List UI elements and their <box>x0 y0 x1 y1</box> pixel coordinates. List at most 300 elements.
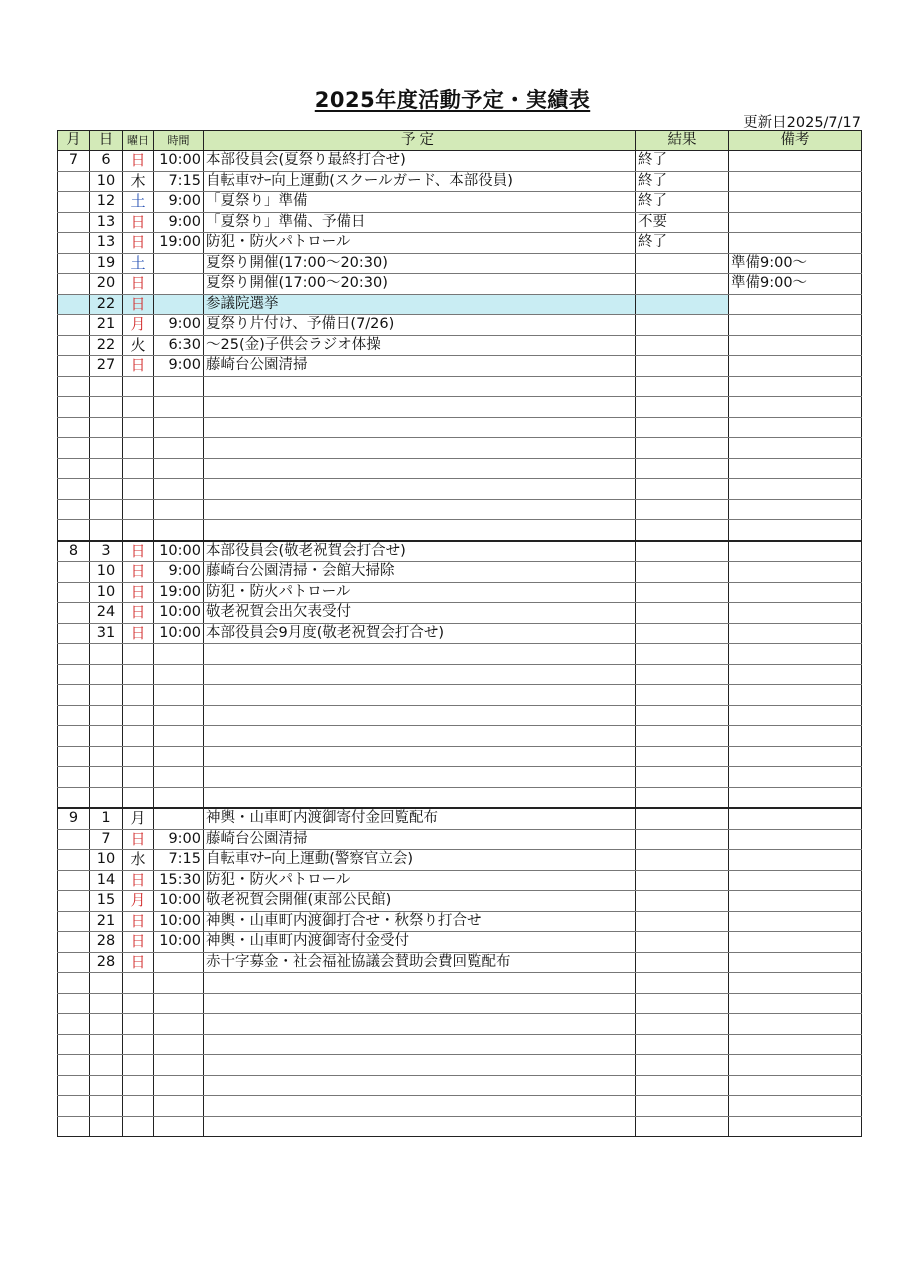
table-row <box>58 294 862 315</box>
plan-cell: 「夏祭り」準備、予備日 <box>204 212 636 233</box>
empty-cell <box>154 685 204 706</box>
empty-cell <box>636 787 729 808</box>
weekday-cell: 日 <box>123 623 154 644</box>
result-cell: 終了 <box>636 151 729 172</box>
empty-cell <box>154 499 204 520</box>
blank-row <box>58 1014 862 1035</box>
blank-row <box>58 376 862 397</box>
empty-cell <box>154 1075 204 1096</box>
time-cell: 7:15 <box>154 171 204 192</box>
empty-cell <box>58 787 90 808</box>
header-plan: 予定 <box>204 131 636 151</box>
table-row <box>58 253 862 274</box>
day-cell: 10 <box>90 850 123 871</box>
empty-cell <box>636 417 729 438</box>
empty-cell <box>90 1075 123 1096</box>
note-cell <box>729 829 862 850</box>
day-cell: 1 <box>90 808 123 829</box>
month-cell <box>58 294 90 315</box>
empty-cell <box>204 705 636 726</box>
plan-cell: 防犯・防火パトロール <box>204 582 636 603</box>
month-cell <box>58 911 90 932</box>
time-cell: 19:00 <box>154 233 204 254</box>
blank-row <box>58 1034 862 1055</box>
empty-cell <box>204 1014 636 1035</box>
empty-cell <box>729 479 862 500</box>
note-cell <box>729 356 862 377</box>
blank-row <box>58 973 862 994</box>
empty-cell <box>729 1096 862 1117</box>
empty-cell <box>636 993 729 1014</box>
empty-cell <box>90 973 123 994</box>
empty-cell <box>90 746 123 767</box>
empty-cell <box>123 1116 154 1137</box>
empty-cell <box>58 417 90 438</box>
empty-cell <box>123 376 154 397</box>
empty-cell <box>636 1096 729 1117</box>
blank-row <box>58 1116 862 1137</box>
table-row <box>58 233 862 254</box>
empty-cell <box>204 664 636 685</box>
table-row <box>58 212 862 233</box>
day-cell: 28 <box>90 952 123 973</box>
empty-cell <box>154 1034 204 1055</box>
empty-cell <box>729 993 862 1014</box>
result-cell <box>636 870 729 891</box>
time-cell: 10:00 <box>154 603 204 624</box>
empty-cell <box>204 767 636 788</box>
empty-cell <box>204 1034 636 1055</box>
empty-cell <box>90 644 123 665</box>
blank-row <box>58 726 862 747</box>
blank-row <box>58 746 862 767</box>
result-cell <box>636 891 729 912</box>
empty-cell <box>154 767 204 788</box>
empty-cell <box>90 767 123 788</box>
empty-cell <box>90 664 123 685</box>
empty-cell <box>154 1055 204 1076</box>
weekday-cell: 日 <box>123 582 154 603</box>
empty-cell <box>729 397 862 418</box>
month-cell <box>58 274 90 295</box>
empty-cell <box>636 397 729 418</box>
blank-row <box>58 787 862 808</box>
empty-cell <box>58 479 90 500</box>
empty-cell <box>154 520 204 541</box>
empty-cell <box>636 458 729 479</box>
time-cell <box>154 952 204 973</box>
header-weekday: 曜日 <box>123 131 154 151</box>
empty-cell <box>154 376 204 397</box>
plan-cell: 夏祭り開催(17:00～20:30) <box>204 274 636 295</box>
empty-cell <box>729 1116 862 1137</box>
empty-cell <box>204 787 636 808</box>
day-cell: 14 <box>90 870 123 891</box>
weekday-cell: 日 <box>123 541 154 562</box>
time-cell: 15:30 <box>154 870 204 891</box>
table-row <box>58 151 862 172</box>
day-cell: 13 <box>90 212 123 233</box>
note-cell <box>729 151 862 172</box>
day-cell: 22 <box>90 335 123 356</box>
table-header-row <box>58 131 862 151</box>
month-cell <box>58 829 90 850</box>
note-cell <box>729 541 862 562</box>
empty-cell <box>154 479 204 500</box>
table-row <box>58 952 862 973</box>
month-cell <box>58 603 90 624</box>
note-cell <box>729 808 862 829</box>
empty-cell <box>58 685 90 706</box>
empty-cell <box>729 644 862 665</box>
empty-cell <box>123 973 154 994</box>
weekday-cell: 日 <box>123 233 154 254</box>
day-cell: 19 <box>90 253 123 274</box>
plan-cell: 自転車ﾏﾅｰ向上運動(スクールガード、本部役員) <box>204 171 636 192</box>
weekday-cell: 火 <box>123 335 154 356</box>
empty-cell <box>58 376 90 397</box>
plan-cell: 神輿・山車町内渡御打合せ・秋祭り打合せ <box>204 911 636 932</box>
empty-cell <box>58 746 90 767</box>
day-cell: 27 <box>90 356 123 377</box>
empty-cell <box>123 767 154 788</box>
empty-cell <box>154 726 204 747</box>
note-cell <box>729 335 862 356</box>
empty-cell <box>729 458 862 479</box>
weekday-cell: 木 <box>123 171 154 192</box>
result-cell: 不要 <box>636 212 729 233</box>
empty-cell <box>204 644 636 665</box>
empty-cell <box>123 664 154 685</box>
note-cell <box>729 171 862 192</box>
time-cell: 19:00 <box>154 582 204 603</box>
time-cell <box>154 253 204 274</box>
result-cell <box>636 603 729 624</box>
result-cell <box>636 315 729 336</box>
empty-cell <box>123 1034 154 1055</box>
note-cell <box>729 952 862 973</box>
blank-row <box>58 397 862 418</box>
empty-cell <box>729 664 862 685</box>
empty-cell <box>204 499 636 520</box>
empty-cell <box>123 479 154 500</box>
weekday-cell: 日 <box>123 562 154 583</box>
empty-cell <box>90 993 123 1014</box>
blank-row <box>58 664 862 685</box>
weekday-cell: 日 <box>123 212 154 233</box>
empty-cell <box>154 1096 204 1117</box>
table-row <box>58 891 862 912</box>
blank-row <box>58 417 862 438</box>
empty-cell <box>204 376 636 397</box>
empty-cell <box>123 499 154 520</box>
table-row <box>58 829 862 850</box>
time-cell: 10:00 <box>154 911 204 932</box>
plan-cell: 赤十字募金・社会福祉協議会賛助会費回覧配布 <box>204 952 636 973</box>
time-cell: 10:00 <box>154 932 204 953</box>
plan-cell: 藤崎台公園清掃 <box>204 829 636 850</box>
empty-cell <box>58 644 90 665</box>
month-cell: 8 <box>58 541 90 562</box>
blank-row <box>58 1075 862 1096</box>
empty-cell <box>636 746 729 767</box>
empty-cell <box>123 458 154 479</box>
weekday-cell: 月 <box>123 808 154 829</box>
plan-cell: 本部役員会(夏祭り最終打合せ) <box>204 151 636 172</box>
month-cell <box>58 212 90 233</box>
empty-cell <box>204 993 636 1014</box>
plan-cell: 防犯・防火パトロール <box>204 870 636 891</box>
empty-cell <box>123 705 154 726</box>
note-cell <box>729 192 862 213</box>
result-cell <box>636 274 729 295</box>
empty-cell <box>154 417 204 438</box>
plan-cell: 本部役員会(敬老祝賀会打合せ) <box>204 541 636 562</box>
empty-cell <box>90 499 123 520</box>
plan-cell: 参議院選挙 <box>204 294 636 315</box>
empty-cell <box>58 705 90 726</box>
empty-cell <box>154 438 204 459</box>
empty-cell <box>154 1014 204 1035</box>
header-month: 月 <box>58 131 90 151</box>
time-cell: 9:00 <box>154 562 204 583</box>
empty-cell <box>204 1055 636 1076</box>
result-cell: 終了 <box>636 233 729 254</box>
table-row <box>58 562 862 583</box>
note-cell <box>729 911 862 932</box>
empty-cell <box>204 1116 636 1137</box>
note-cell <box>729 233 862 254</box>
month-cell <box>58 562 90 583</box>
header-time: 時間 <box>154 131 204 151</box>
empty-cell <box>729 705 862 726</box>
time-cell: 9:00 <box>154 212 204 233</box>
empty-cell <box>636 438 729 459</box>
time-cell: 9:00 <box>154 192 204 213</box>
empty-cell <box>123 644 154 665</box>
day-cell: 22 <box>90 294 123 315</box>
weekday-cell: 日 <box>123 603 154 624</box>
header-result: 結果 <box>636 131 729 151</box>
table-row <box>58 541 862 562</box>
result-cell <box>636 952 729 973</box>
table-body <box>58 151 862 1137</box>
table-row <box>58 274 862 295</box>
table-row <box>58 356 862 377</box>
empty-cell <box>729 746 862 767</box>
note-cell <box>729 623 862 644</box>
empty-cell <box>204 479 636 500</box>
empty-cell <box>58 973 90 994</box>
blank-row <box>58 1055 862 1076</box>
empty-cell <box>729 1055 862 1076</box>
table-row <box>58 808 862 829</box>
plan-cell: 藤崎台公園清掃・会館大掃除 <box>204 562 636 583</box>
month-cell: 7 <box>58 151 90 172</box>
empty-cell <box>123 438 154 459</box>
note-cell <box>729 294 862 315</box>
day-cell: 6 <box>90 151 123 172</box>
empty-cell <box>90 1034 123 1055</box>
empty-cell <box>204 438 636 459</box>
empty-cell <box>636 644 729 665</box>
empty-cell <box>90 726 123 747</box>
day-cell: 21 <box>90 911 123 932</box>
result-cell <box>636 808 729 829</box>
month-cell <box>58 582 90 603</box>
empty-cell <box>123 787 154 808</box>
weekday-cell: 日 <box>123 952 154 973</box>
empty-cell <box>729 499 862 520</box>
note-cell: 準備9:00～ <box>729 253 862 274</box>
plan-cell: 夏祭り開催(17:00～20:30) <box>204 253 636 274</box>
blank-row <box>58 458 862 479</box>
result-cell <box>636 911 729 932</box>
empty-cell <box>90 787 123 808</box>
empty-cell <box>154 993 204 1014</box>
result-cell <box>636 562 729 583</box>
empty-cell <box>90 1096 123 1117</box>
empty-cell <box>58 1014 90 1035</box>
plan-cell: 神輿・山車町内渡御寄付金回覧配布 <box>204 808 636 829</box>
blank-row <box>58 479 862 500</box>
time-cell: 10:00 <box>154 891 204 912</box>
empty-cell <box>204 726 636 747</box>
time-cell <box>154 294 204 315</box>
note-cell: 準備9:00～ <box>729 274 862 295</box>
month-cell <box>58 171 90 192</box>
empty-cell <box>58 1096 90 1117</box>
day-cell: 10 <box>90 171 123 192</box>
plan-cell: 自転車ﾏﾅｰ向上運動(警察官立会) <box>204 850 636 871</box>
header-note: 備考 <box>729 131 862 151</box>
empty-cell <box>636 1014 729 1035</box>
table-row <box>58 315 862 336</box>
month-cell <box>58 932 90 953</box>
day-cell: 13 <box>90 233 123 254</box>
day-cell: 10 <box>90 582 123 603</box>
result-cell <box>636 829 729 850</box>
table-row <box>58 911 862 932</box>
empty-cell <box>636 767 729 788</box>
plan-cell: 敬老祝賀会出欠表受付 <box>204 603 636 624</box>
empty-cell <box>154 1116 204 1137</box>
table-row <box>58 171 862 192</box>
empty-cell <box>729 767 862 788</box>
note-cell <box>729 603 862 624</box>
result-cell <box>636 253 729 274</box>
empty-cell <box>729 1075 862 1096</box>
day-cell: 31 <box>90 623 123 644</box>
month-cell <box>58 233 90 254</box>
empty-cell <box>90 417 123 438</box>
empty-cell <box>204 397 636 418</box>
day-cell: 10 <box>90 562 123 583</box>
note-cell <box>729 891 862 912</box>
day-cell: 28 <box>90 932 123 953</box>
month-cell <box>58 891 90 912</box>
empty-cell <box>636 520 729 541</box>
empty-cell <box>204 417 636 438</box>
weekday-cell: 日 <box>123 911 154 932</box>
note-cell <box>729 315 862 336</box>
empty-cell <box>123 726 154 747</box>
day-cell: 20 <box>90 274 123 295</box>
result-cell: 終了 <box>636 171 729 192</box>
time-cell: 10:00 <box>154 151 204 172</box>
blank-row <box>58 993 862 1014</box>
note-cell <box>729 870 862 891</box>
result-cell <box>636 582 729 603</box>
empty-cell <box>636 1055 729 1076</box>
weekday-cell: 水 <box>123 850 154 871</box>
empty-cell <box>636 499 729 520</box>
empty-cell <box>90 685 123 706</box>
blank-row <box>58 685 862 706</box>
empty-cell <box>204 746 636 767</box>
empty-cell <box>729 438 862 459</box>
time-cell <box>154 808 204 829</box>
empty-cell <box>123 685 154 706</box>
empty-cell <box>90 458 123 479</box>
time-cell: 10:00 <box>154 623 204 644</box>
empty-cell <box>58 438 90 459</box>
day-cell: 7 <box>90 829 123 850</box>
empty-cell <box>58 767 90 788</box>
time-cell: 9:00 <box>154 315 204 336</box>
month-cell <box>58 623 90 644</box>
result-cell <box>636 335 729 356</box>
empty-cell <box>123 1014 154 1035</box>
empty-cell <box>636 973 729 994</box>
table-row <box>58 623 862 644</box>
empty-cell <box>729 787 862 808</box>
empty-cell <box>58 458 90 479</box>
empty-cell <box>154 644 204 665</box>
result-cell <box>636 623 729 644</box>
empty-cell <box>636 664 729 685</box>
result-cell <box>636 932 729 953</box>
updated-date: 更新日2025/7/17 <box>743 115 861 131</box>
weekday-cell: 日 <box>123 932 154 953</box>
empty-cell <box>123 520 154 541</box>
empty-cell <box>58 1075 90 1096</box>
weekday-cell: 日 <box>123 870 154 891</box>
empty-cell <box>123 746 154 767</box>
empty-cell <box>90 1014 123 1035</box>
empty-cell <box>204 973 636 994</box>
empty-cell <box>123 993 154 1014</box>
blank-row <box>58 520 862 541</box>
empty-cell <box>729 685 862 706</box>
empty-cell <box>90 376 123 397</box>
empty-cell <box>204 1096 636 1117</box>
empty-cell <box>90 705 123 726</box>
empty-cell <box>123 397 154 418</box>
empty-cell <box>636 705 729 726</box>
result-cell <box>636 294 729 315</box>
blank-row <box>58 438 862 459</box>
day-cell: 3 <box>90 541 123 562</box>
blank-row <box>58 705 862 726</box>
empty-cell <box>636 726 729 747</box>
result-cell <box>636 850 729 871</box>
empty-cell <box>729 417 862 438</box>
result-cell <box>636 541 729 562</box>
empty-cell <box>123 417 154 438</box>
empty-cell <box>154 746 204 767</box>
month-cell <box>58 850 90 871</box>
